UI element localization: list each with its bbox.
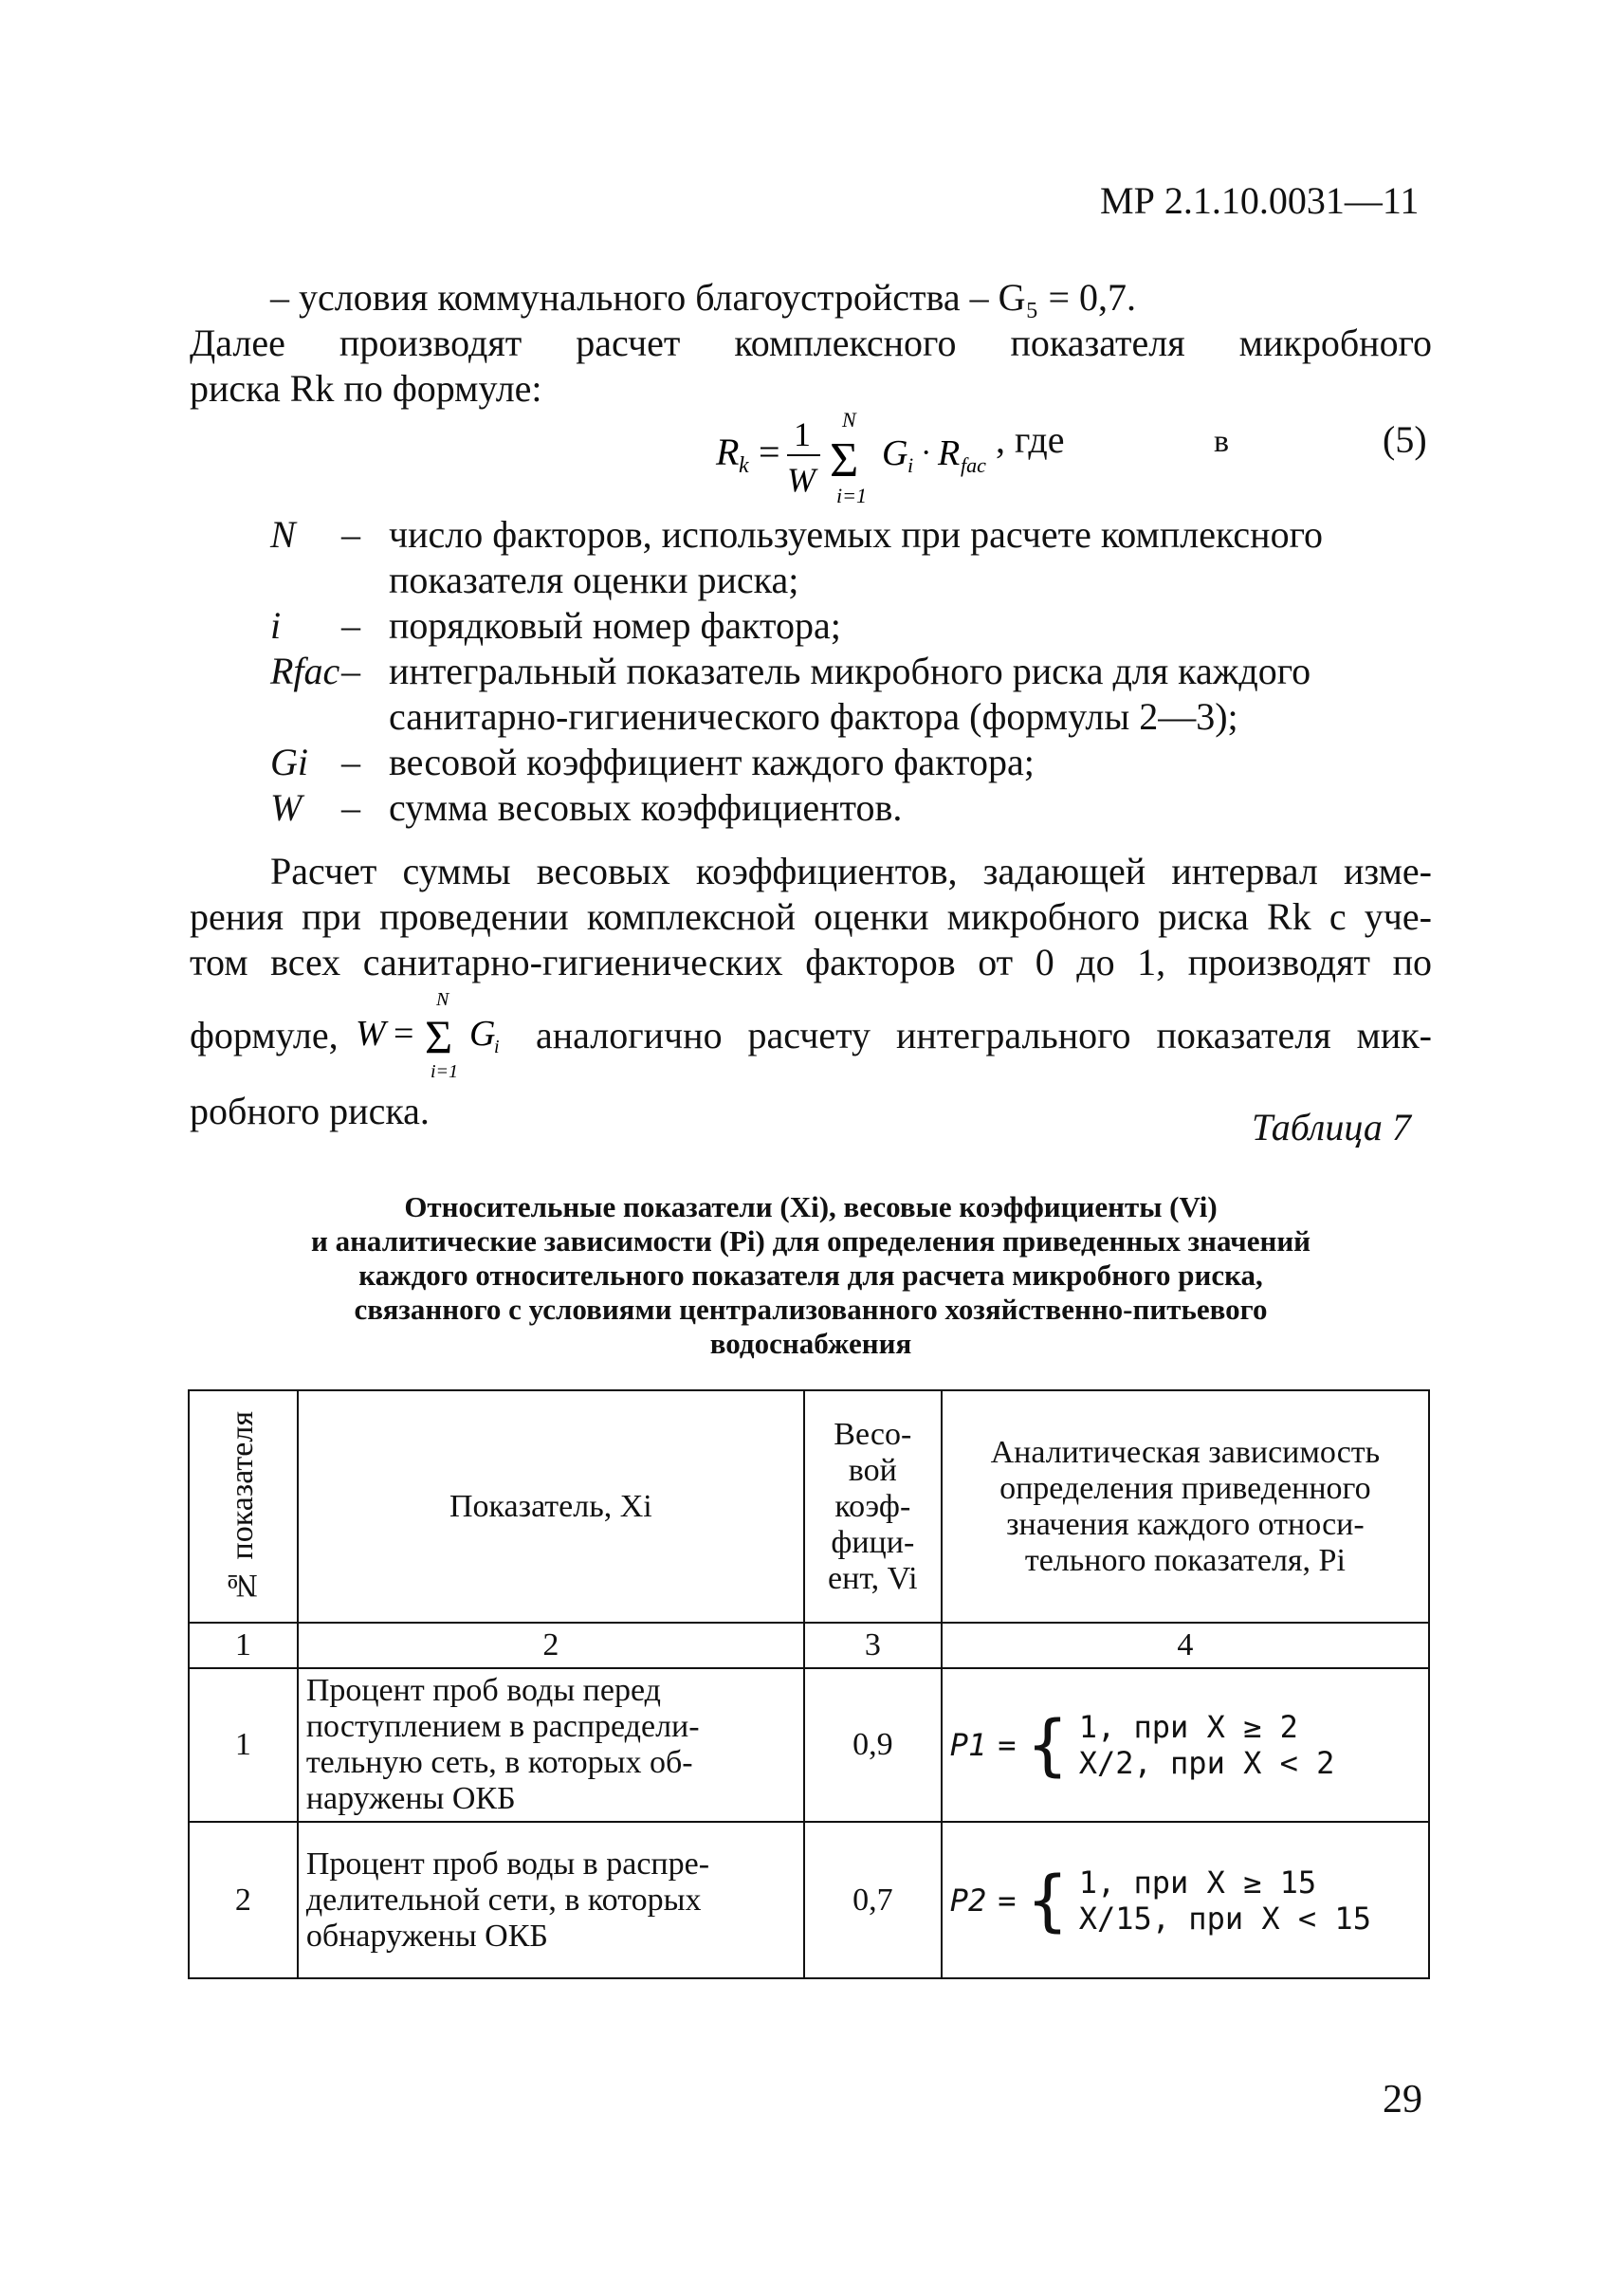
svg-text:k: k	[739, 453, 749, 478]
piecewise-cases	[1079, 1709, 1335, 1781]
svg-text:R: R	[716, 431, 740, 473]
svg-text:i: i	[907, 453, 914, 477]
def-dash: –	[341, 786, 360, 829]
def-text: весовой коэффициент каждого фактора;	[389, 741, 1035, 783]
case-2: X/15, при X < 15	[1078, 1900, 1371, 1937]
case-1: 1, при X ≥ 2	[1078, 1709, 1298, 1745]
svg-text:W: W	[787, 461, 816, 499]
svg-text:Σ: Σ	[830, 433, 859, 487]
table-header-row	[189, 1390, 1429, 1623]
w-sum-graphic	[351, 986, 541, 1081]
row-weight: 0,7	[804, 1822, 942, 1978]
svg-text:=: =	[759, 431, 780, 473]
p-symbol: P2	[949, 1882, 987, 1919]
def-symbol: i	[270, 604, 282, 647]
piecewise-formula	[949, 1861, 1421, 1939]
formula-stray-letter: в	[1214, 424, 1230, 459]
table-title-line5: водоснабжения	[709, 1327, 912, 1360]
table-number-row	[189, 1623, 1429, 1668]
equals-sign: =	[998, 1882, 1017, 1919]
row-dependency	[942, 1668, 1429, 1822]
brace: {	[1027, 1861, 1068, 1939]
svg-text:G: G	[882, 433, 908, 473]
def-text: сумма весовых коэффициентов.	[389, 786, 903, 829]
para1-line2: риска Rk по формуле:	[190, 367, 542, 410]
def-symbol: Rfac	[270, 650, 340, 692]
para2-line4-start: формуле,	[190, 1014, 339, 1056]
def-dash: –	[341, 604, 360, 647]
para2-line3: том всех санитарно-гигиенических факторов от 0 до 1, производят по	[190, 941, 1432, 983]
case-2: X/2, при X < 2	[1078, 1745, 1335, 1781]
row-dependency	[942, 1822, 1429, 1978]
def-symbol: Gi	[270, 741, 308, 783]
table-title-line2: и аналитические зависимости (Pi) для определения приведенных значений	[310, 1224, 1311, 1258]
svg-text:R: R	[938, 433, 961, 473]
row-indicator: Процент проб воды в распре-делительной сети, в которых обнаружены ОКБ	[298, 1822, 804, 1978]
row-weight: 0,9	[804, 1668, 942, 1822]
para2-line1: Расчет суммы весовых коэффициентов, задающей интервал изме-	[270, 850, 1432, 892]
w-sum-formula	[351, 986, 541, 1081]
def-symbol: N	[270, 513, 296, 556]
formula-graphic	[706, 408, 1446, 512]
brace: {	[1027, 1706, 1068, 1784]
svg-text:N: N	[842, 408, 856, 432]
para2-line2: рения при проведении комплексной оценки микробного риска Rk с уче-	[190, 895, 1432, 938]
svg-text:fac: fac	[961, 453, 986, 477]
def-text: интегральный показатель микробного риска для каждого	[389, 650, 1311, 692]
table-title-line1: Относительные показатели (Xi), весовые коэффициенты (Vi)	[404, 1190, 1218, 1223]
para1-line1: Далее производят расчет комплексного показателя микробного	[190, 321, 1432, 364]
def-dash: –	[341, 650, 360, 692]
header-number-text: № показателя	[225, 1410, 261, 1603]
col-number-cell: 2	[298, 1623, 804, 1668]
page-number: 29	[1383, 2078, 1422, 2122]
table-row	[189, 1668, 1429, 1822]
svg-text:·: ·	[921, 435, 932, 470]
def-text: санитарно-гигиенического фактора (формулы 2—3);	[389, 695, 1238, 738]
table-caption: Таблица 7	[1252, 1106, 1411, 1148]
svg-text:Σ: Σ	[425, 1010, 453, 1063]
row-number: 2	[189, 1822, 298, 1978]
svg-text:i: i	[494, 1037, 500, 1057]
def-dash: –	[341, 741, 360, 783]
col-number-cell: 3	[804, 1623, 942, 1668]
def-dash: –	[341, 513, 360, 556]
svg-text:i=1: i=1	[836, 484, 867, 507]
table-title-line3: каждого относительного показателя для расчета микробного риска,	[358, 1258, 1263, 1292]
svg-text:G: G	[469, 1014, 496, 1054]
piecewise-cases	[1079, 1864, 1371, 1937]
def-text: показателя оценки риска;	[389, 559, 799, 601]
piecewise-formula	[949, 1706, 1421, 1784]
row-indicator: Процент проб воды перед поступлением в распредели-тельную сеть, в которых об-наружены ОКБ	[298, 1668, 804, 1822]
def-text: число факторов, используемых при расчете комплексного	[389, 513, 1323, 556]
svg-text:N: N	[436, 989, 449, 1010]
p-symbol: P1	[949, 1727, 987, 1763]
svg-text:W: W	[356, 1014, 386, 1054]
table-row	[189, 1822, 1429, 1978]
equals-sign: =	[998, 1727, 1017, 1763]
header-indicator: Показатель, Xi	[298, 1390, 804, 1623]
table-title	[190, 1190, 1432, 1361]
formula-where: , где	[996, 418, 1065, 461]
svg-text:i=1: i=1	[431, 1061, 459, 1081]
document-code: МР 2.1.10.0031—11	[1100, 179, 1420, 222]
svg-text:1: 1	[794, 415, 811, 453]
def-symbol: W	[270, 786, 302, 829]
header-dependency: Аналитическая зависимость определения приведенного значения каждого относи-тельного показателя, Pi	[942, 1390, 1429, 1623]
header-weight: Весо-вой коэф-фици-ент, Vi	[804, 1390, 942, 1623]
svg-text:=: =	[394, 1014, 414, 1054]
para2-line4-end: аналогично расчету интегрального показателя мик-	[536, 1014, 1432, 1056]
header-number	[189, 1390, 298, 1623]
col-number-cell: 4	[942, 1623, 1429, 1668]
row-number: 1	[189, 1668, 298, 1822]
line-utilities: – условия коммунального благоустройства – G₅ = 0,7.	[270, 276, 1137, 319]
col-number-cell: 1	[189, 1623, 298, 1668]
indicators-table	[188, 1389, 1430, 1979]
formula-number: (5)	[1383, 418, 1427, 461]
formula-5	[706, 408, 1446, 512]
def-text: порядковый номер фактора;	[389, 604, 841, 647]
table-title-line4: связанного с условиями централизованного хозяйственно-питьевого	[354, 1293, 1268, 1326]
case-1: 1, при X ≥ 15	[1078, 1864, 1317, 1901]
para2-line5: робного риска.	[190, 1090, 430, 1132]
